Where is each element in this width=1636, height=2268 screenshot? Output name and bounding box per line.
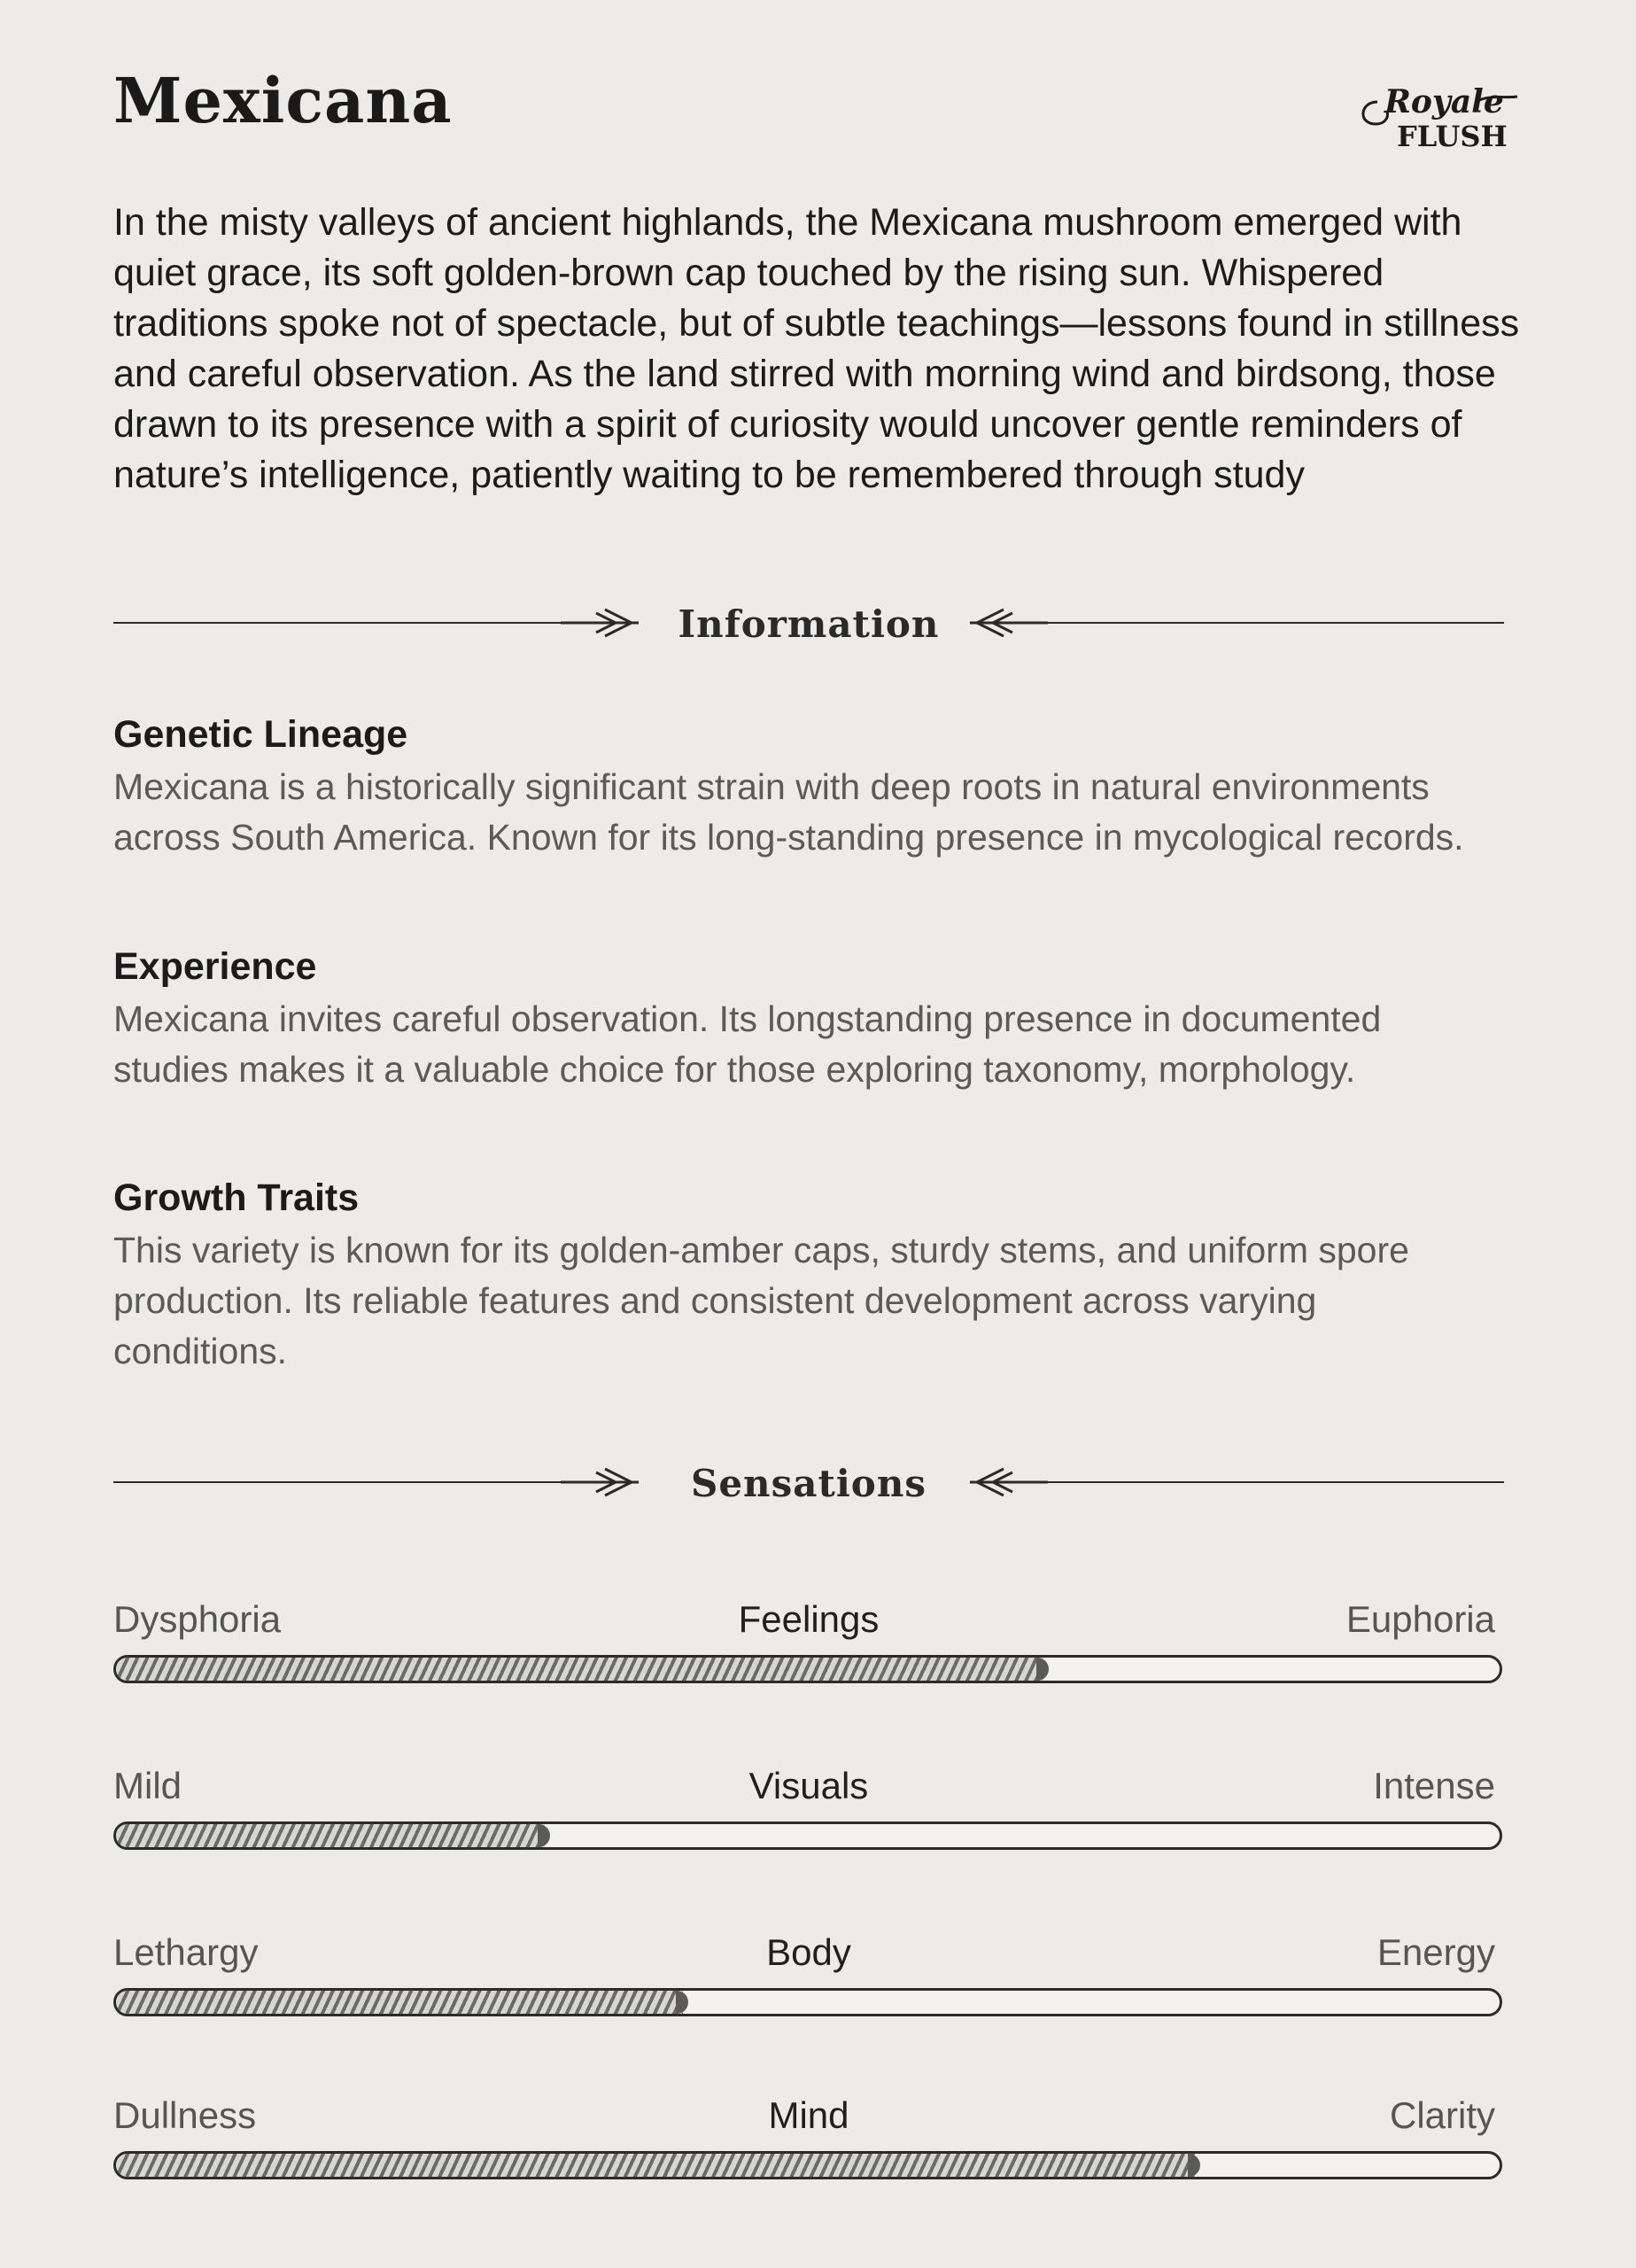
brand-logo — [1351, 75, 1519, 159]
scale-max-label: Euphoria — [1345, 1598, 1495, 1640]
section-heading: Genetic Lineage — [113, 713, 408, 756]
growth-traits-section — [113, 1174, 1486, 1377]
section-text: Mexicana is a historically significant strain with deep roots in natural environments across South America. Known for its long-standing presence in mycological records. — [113, 766, 1464, 858]
scale-min-label: Dullness — [113, 2094, 257, 2136]
scale-fill — [116, 1658, 1043, 1681]
scale-track — [113, 1655, 1502, 1683]
scale-min-label: Mild — [113, 1765, 182, 1806]
scale-track — [113, 1821, 1502, 1850]
scale-track — [113, 1988, 1502, 2016]
scale-name: Body — [766, 1931, 851, 1973]
intro-paragraph: In the misty valleys of ancient highlands, the Mexicana mushroom emerged with quiet grace, its soft golden-brown cap touched by the rising sun. Whispered traditions spoke not of spectacle, but of subtle teachings—lessons found in stillness and careful observation. As the land stirred with morning wind and birdsong, those drawn to its presence with a spirit of curiosity would uncover gentle reminders of nature’s intelligence, patiently waiting to be remembered through study — [113, 201, 1520, 496]
section-text: Mexicana invites careful observation. Its longstanding presence in documented studies makes it a valuable choice for those exploring taxonomy, morphology. — [113, 998, 1382, 1090]
section-heading: Experience — [113, 945, 317, 988]
genetic-lineage-section — [113, 711, 1486, 863]
experience-section — [113, 943, 1486, 1095]
sensation-feelings — [113, 1596, 1504, 1694]
scale-min-label: Dysphoria — [113, 1598, 282, 1640]
sensation-mind — [113, 2093, 1504, 2190]
scale-max-label: Energy — [1376, 1931, 1495, 1973]
scale-max-label: Clarity — [1389, 2094, 1495, 2136]
scale-name: Visuals — [748, 1765, 869, 1806]
svg-text:FLUSH: FLUSH — [1397, 120, 1508, 153]
sensation-body — [113, 1930, 1504, 2027]
information-heading: Information — [678, 602, 940, 646]
scale-name: Mind — [768, 2094, 849, 2136]
divider-line-right — [1035, 1481, 1504, 1483]
information-divider — [113, 592, 1504, 654]
section-heading: Growth Traits — [113, 1177, 360, 1219]
strain-title: Mexicana — [113, 64, 453, 137]
sensations-divider — [113, 1451, 1504, 1513]
scale-max-label: Intense — [1373, 1765, 1495, 1806]
scale-fill — [116, 1991, 683, 2014]
section-text: This variety is known for its golden-amber caps, sturdy stems, and uniform spore production. Its reliable features and consistent development across varying conditions. — [113, 1230, 1409, 1371]
divider-line-right — [1035, 622, 1504, 624]
sensations-heading: Sensations — [691, 1462, 927, 1505]
royale-flush-logo-icon — [1351, 75, 1519, 159]
scale-fill — [116, 2154, 1195, 2177]
scale-fill — [116, 1824, 545, 1847]
svg-text:Royale: Royale — [1384, 83, 1504, 120]
scale-min-label: Lethargy — [113, 1931, 259, 1973]
sensation-visuals — [113, 1763, 1504, 1860]
scale-track — [113, 2151, 1502, 2179]
scale-name: Feelings — [738, 1598, 880, 1640]
